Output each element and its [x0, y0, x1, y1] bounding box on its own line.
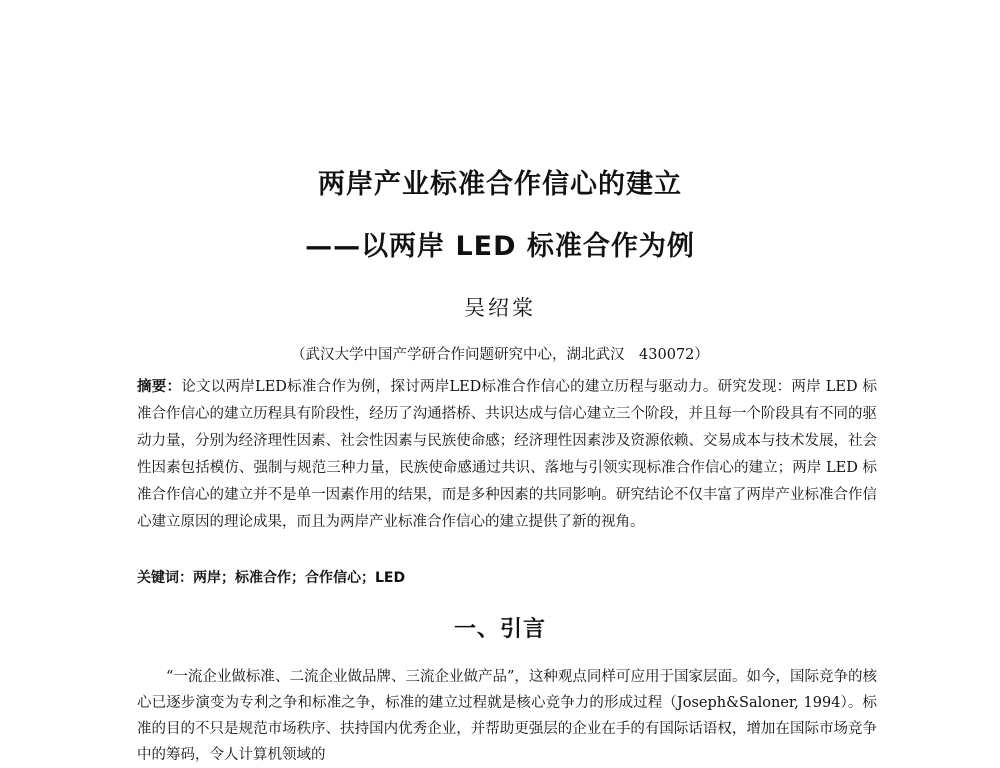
author-affiliation: （武汉大学中国产学研合作问题研究中心，湖北武汉 430072） [291, 347, 709, 363]
author-name: 吴绍棠 [464, 296, 536, 320]
section-heading-introduction: 一、引言 [453, 617, 546, 642]
abstract [137, 373, 877, 536]
paper-subtitle: ——以两岸 LED 标准合作为例 [305, 231, 695, 262]
keywords [137, 567, 877, 587]
abstract-label: 摘要： [137, 378, 182, 395]
keywords-label: 关键词： [137, 570, 193, 586]
paper-title: 两岸产业标准合作信心的建立 [318, 169, 682, 200]
keywords-text: 两岸；标准合作；合作信心；LED [193, 570, 406, 586]
introduction-paragraph: “一流企业做标准、二流企业做品牌、三流企业做产品”，这种观点同样可应用于国家层面。如今，国际竞争的核心已逐步演变为专利之争和标准之争，标准的建立过程就是核心竞争力的形成过程（Joseph&Saloner, 1994）。标准的目的不只是规范市场秩序、扶持国内优秀企业，并帮助更强层的企业在手的有国际话语权，增加在国际市场竞争中的筹码，令人计算机领域的 [137, 669, 877, 763]
abstract-text: 论文以两岸LED标准合作为例，探讨两岸LED标准合作信心的建立历程与驱动力。研究发现：两岸 LED 标准合作信心的建立历程具有阶段性，经历了沟通搭桥、共识达成与信心建立三个阶段，并且每一个阶段具有不同的驱动力量，分别为经济理性因素、社会性因素与民族使命感；经济理性因素涉及资源依赖、交易成本与技术发展，社会性因素包括模仿、强制与规范三种力量，民族使命感通过共识、落地与引领实现标准合作信心的建立；两岸 LED 标准合作信心的建立并不是单一因素作用的结果，而是多种因素的共同影响。研究结论不仅丰富了两岸产业标准合作信心建立原因的理论成果，而且为两岸产业标准合作信心的建立提供了新的视角。 [137, 379, 878, 530]
